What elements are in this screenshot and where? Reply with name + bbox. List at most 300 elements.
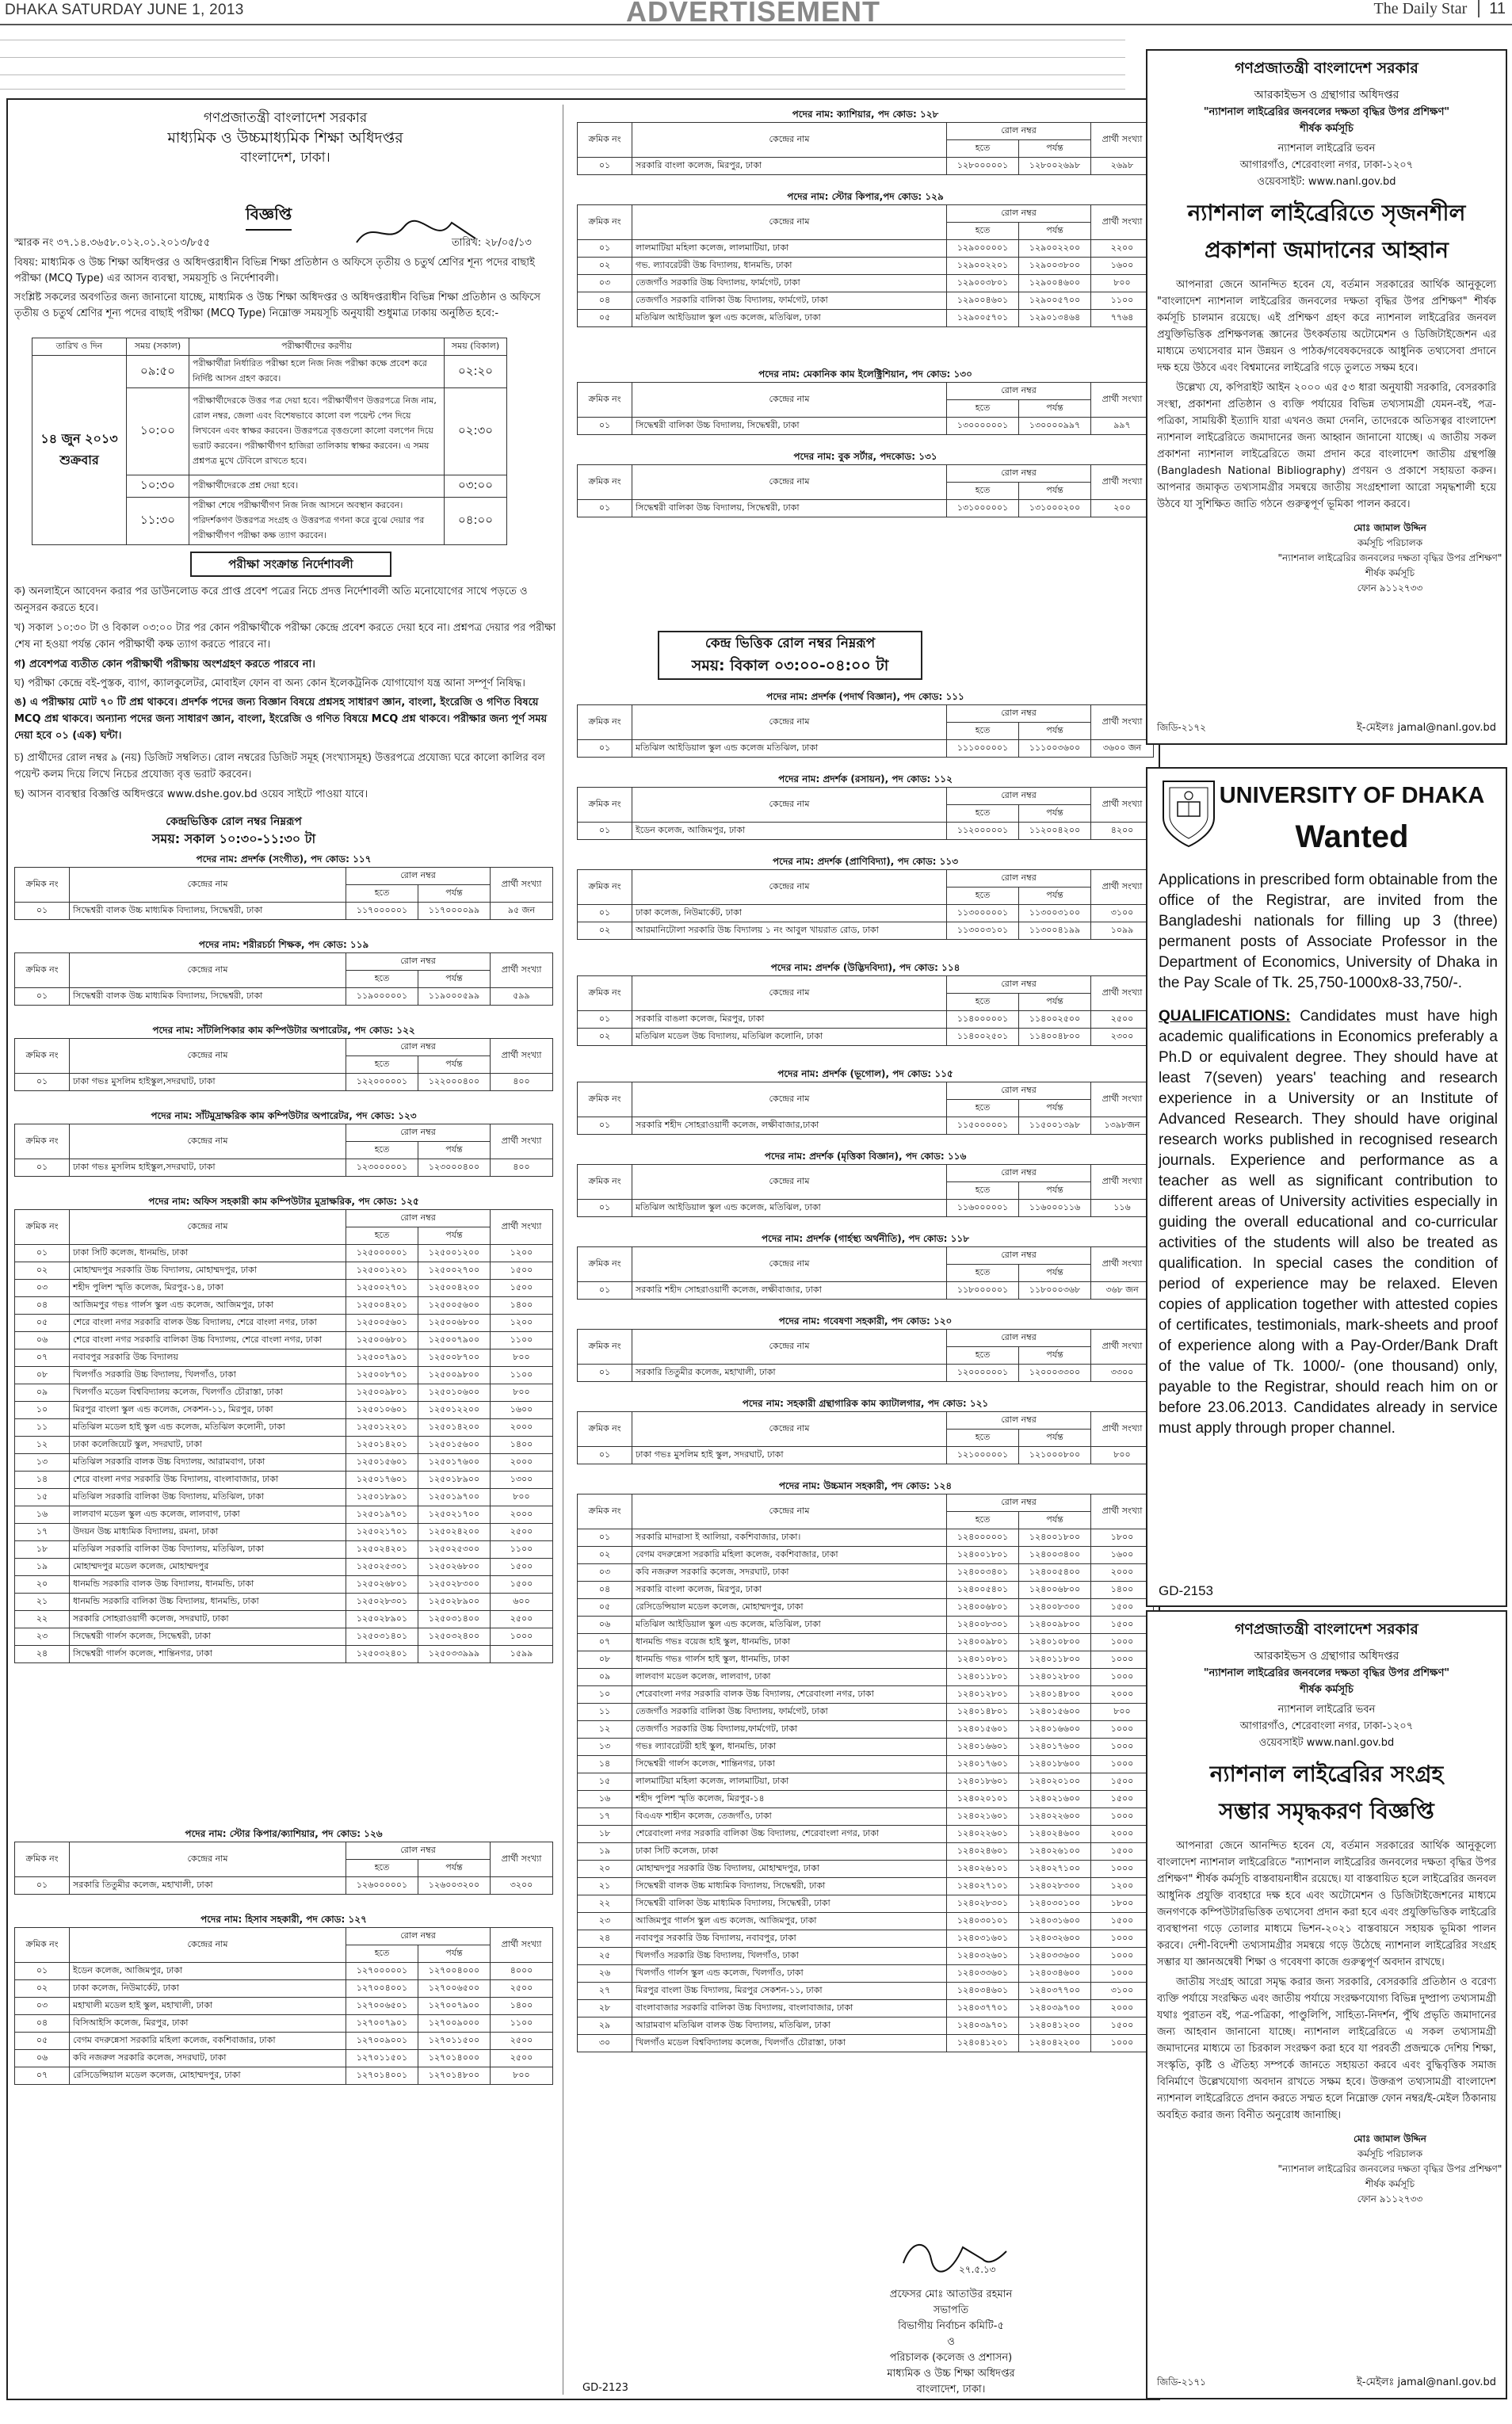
center-name-cell: কবি নজরুল সরকারি কলেজ, সদরঘাট, ঢাকা bbox=[632, 1564, 947, 1582]
roll-subheader: পর্যন্ত bbox=[1019, 140, 1091, 158]
col-header: রোল নম্বর bbox=[947, 1494, 1091, 1512]
roll-to-cell: ১১৮০০০৩৬৮ bbox=[1019, 1282, 1091, 1300]
col-header: প্রার্থী সংখ্যা bbox=[1091, 705, 1154, 740]
roll-table bbox=[577, 787, 1154, 840]
roll-subheader: হতে bbox=[346, 1142, 418, 1159]
col-header: ক্রমিক নং bbox=[578, 705, 632, 740]
candidate-count-cell: ১০০০ bbox=[491, 1628, 553, 1646]
table-row bbox=[15, 1245, 553, 1262]
gd-number: জিডি-২১৭১ bbox=[1157, 2376, 1206, 2388]
instruction-item: ক) অনলাইনে আবেদন করার পর ডাউনলোড করে প্রাপ্ত প্রবেশ পত্রের নিচে প্রদত্ত নির্দেশাবলী অতি মনোযোগের সাথে পড়তে ও অনুসরন করতে হবে। bbox=[14, 586, 528, 614]
candidate-count-cell: ২৫০০ bbox=[491, 1980, 553, 1998]
table-row bbox=[15, 1297, 553, 1315]
center-name-cell: আরামবাগ মতিঝিল বালক উচ্চ বিদ্যালয়, মতিঝিল, ঢাকা bbox=[632, 2017, 947, 2035]
center-name-cell: ধানমন্ডি গভঃ গার্লস হাই স্কুল, ধানমন্ডি, ঢাকা bbox=[632, 1651, 947, 1669]
col-header: ক্রমিক নং bbox=[15, 953, 70, 988]
col-header: কেন্দ্রের নাম bbox=[70, 1124, 346, 1159]
col-header: কেন্দ্রের নাম bbox=[632, 1165, 947, 1200]
center-name-cell: খিলগাঁও মডেল বিশ্ববিদ্যালয় কলেজ, খিলগাঁও চৌরাস্তা, ঢাকা bbox=[632, 2035, 947, 2052]
table-row bbox=[578, 1843, 1154, 1861]
roll-to-cell: ১২৫০১০৬০০ bbox=[418, 1384, 491, 1402]
col-header: প্রার্থী সংখ্যা bbox=[491, 1124, 553, 1159]
signature-block bbox=[824, 2287, 1078, 2398]
serial-cell: ০৫ bbox=[15, 1315, 70, 1332]
table-row bbox=[578, 740, 1154, 758]
candidate-count-cell: ১০০০ bbox=[1091, 1948, 1154, 1965]
roll-from-cell: ১২৫০২৮৩০১ bbox=[346, 1594, 418, 1611]
roll-to-cell: ১২৪০১৬৬০০ bbox=[1019, 1721, 1091, 1739]
roll-table bbox=[577, 869, 1154, 940]
serial-cell: ০১ bbox=[578, 1200, 632, 1217]
dept-title: মাধ্যমিক ও উচ্চমাধ্যমিক শিক্ষা অধিদপ্তর bbox=[167, 129, 403, 147]
roll-subheader: পর্যন্ত bbox=[1019, 1100, 1091, 1117]
roll-to-cell: ১২৭০১১৫০০ bbox=[418, 2033, 491, 2050]
roll-from-cell: ১২৫০০০০০১ bbox=[346, 1245, 418, 1262]
post-title: পদের নাম: স্টোর কিপার,পদ কোড: ১২৯ bbox=[787, 191, 944, 202]
roll-subheader: পর্যন্ত bbox=[418, 971, 491, 988]
morning-box-time: সময়: সকাল ১০:৩০-১১:৩০ টা bbox=[151, 831, 316, 846]
signatory-name: মোঃ জামাল উদ্দিন bbox=[1354, 2133, 1426, 2144]
serial-cell: ২৮ bbox=[578, 2000, 632, 2017]
table-row bbox=[15, 2033, 553, 2050]
post-title: পদের নাম: অফিস সহকারী কাম কম্পিউটার মুদ্রাক্ষরিক, পদ কোড: ১২৫ bbox=[148, 1196, 419, 1207]
instruction-cell: পরীক্ষার্থীদেরকে প্রশ্ন দেয়া হবে। bbox=[189, 475, 445, 498]
roll-subheader: হতে bbox=[947, 1182, 1019, 1200]
roll-from-cell: ১২৪০২১৬০১ bbox=[947, 1808, 1019, 1826]
instruction-cell: পরীক্ষা শেষে পরীক্ষার্থীগণ নিজ নিজ আসনে অবস্থান করবেন। পরিদর্শকগণ উত্তরপত্র সংগ্রহ ও উত্তরপত্র গণনা করে বুঝে দেয়ার পর পরীক্ষার্থীগণ পরীক্ষা কক্ষ ত্যাগ করবেন। bbox=[189, 498, 445, 545]
serial-cell: ১৮ bbox=[578, 1826, 632, 1843]
roll-to-cell: ১২৪০১৮৬০০ bbox=[1019, 1756, 1091, 1773]
building: ন্যাশনাল লাইব্রেরি ভবন bbox=[1277, 143, 1376, 155]
serial-cell: ০৩ bbox=[15, 1280, 70, 1297]
intro-paragraph: Applications in prescribed form obtainable from the office of the Registrar, are invited from the Bangladeshi nationals for filling up 3 (three) permanent posts of Associate Professor in the Department of Economics, University of Dhaka in the Pay Scale of Tk. 25,750-1000x8-33,750/-. bbox=[1159, 872, 1498, 991]
table-row bbox=[15, 1980, 553, 1998]
roll-to-cell: ১২৪০১১৮০০ bbox=[1019, 1651, 1091, 1669]
table-row bbox=[15, 1332, 553, 1349]
signatory-project: "ন্যাশনাল লাইব্রেরির জনবলের দক্ষতা বৃদ্ধির উপর প্রশিক্ষণ" শীর্ষক কর্মসূচি bbox=[1277, 552, 1502, 578]
roll-subheader: হতে bbox=[947, 1347, 1019, 1365]
col-header: ক্রমিক নং bbox=[578, 383, 632, 418]
signatory-location: বাংলাদেশ, ঢাকা। bbox=[916, 2384, 986, 2395]
table-row bbox=[578, 1365, 1154, 1382]
afternoon-time: ০২:২০ bbox=[445, 356, 507, 388]
col-header: প্রার্থী সংখ্যা bbox=[1091, 383, 1154, 418]
roll-to-cell: ১২৯০০৩৮০০ bbox=[1019, 258, 1091, 275]
roll-subheader: হতে bbox=[947, 805, 1019, 823]
center-name-cell: লালমাটিয়া মহিলা কলেজ, লালমাটিয়া, ঢাকা bbox=[632, 240, 947, 258]
col-header: প্রার্থী সংখ্যা bbox=[1091, 465, 1154, 500]
serial-cell: ০১ bbox=[15, 1159, 70, 1177]
serial-cell: ১৩ bbox=[578, 1739, 632, 1756]
serial-cell: ০১ bbox=[578, 1011, 632, 1029]
serial-cell: ০১ bbox=[578, 905, 632, 922]
center-name-cell: ধানমন্ডি সরকারি বালিকা উচ্চ বিদ্যালয়, ধানমন্ডি, ঢাকা bbox=[70, 1594, 346, 1611]
col-header: কেন্দ্রের নাম bbox=[632, 1082, 947, 1117]
roll-subheader: হতে bbox=[346, 1945, 418, 1963]
col-header: ক্রমিক নং bbox=[578, 205, 632, 240]
website[interactable]: ওয়েবসাইট www.nanl.gov.bd bbox=[1258, 1737, 1395, 1749]
roll-from-cell: ১২৪০২৬১০১ bbox=[947, 1861, 1019, 1878]
post-title: পদের নাম: গবেষণা সহকারী, পদ কোড: ১২০ bbox=[778, 1315, 953, 1327]
table-row bbox=[15, 988, 553, 1006]
candidate-count-cell: ২২০০ bbox=[1091, 240, 1154, 258]
table-row bbox=[15, 1074, 553, 1091]
table-row bbox=[578, 1686, 1154, 1704]
serial-cell: ১২ bbox=[15, 1437, 70, 1454]
roll-subheader: পর্যন্ত bbox=[1019, 805, 1091, 823]
roll-to-cell: ১২৫০২১৭০০ bbox=[418, 1506, 491, 1524]
center-name-cell: সরকারি বাংলা কলেজ, মিরপুর, ঢাকা bbox=[632, 1582, 947, 1599]
memo-number: স্মারক নং ৩৭.১৪.৩৬৫৮.০১২.০১.২০১৩/৮৫৫ bbox=[14, 237, 211, 249]
roll-to-cell: ১২৪০০৫৪০০ bbox=[1019, 1564, 1091, 1582]
address: আগারগাঁও, শেরেবাংলা নগর, ঢাকা-১২০৭ bbox=[1239, 1720, 1414, 1732]
post-title: পদের নাম: শরীরচর্চা শিক্ষক, পদ কোড: ১১৯ bbox=[198, 939, 369, 950]
roll-from-cell: ১২৪০১০৮০১ bbox=[947, 1651, 1019, 1669]
center-name-cell: তেজগাঁও সরকারি উচ্চ বিদ্যালয়,ফার্মগেট, ঢাকা bbox=[632, 1721, 947, 1739]
roll-from-cell: ১২৫০১৪২০১ bbox=[346, 1437, 418, 1454]
roll-subheader: পর্যন্ত bbox=[1019, 1347, 1091, 1365]
candidate-count-cell: ৩১০০ bbox=[1091, 905, 1154, 922]
roll-to-cell: ১২৪০২০১০০ bbox=[1019, 1773, 1091, 1791]
serial-cell: ০১ bbox=[578, 740, 632, 758]
roll-from-cell: ১২৪০৩৪৬০১ bbox=[947, 1983, 1019, 2000]
candidate-count-cell: ৬০০ bbox=[491, 1594, 553, 1611]
roll-subheader: হতে bbox=[346, 885, 418, 903]
serial-cell: ০২ bbox=[578, 1547, 632, 1564]
roll-from-cell: ১২৯০০০০০১ bbox=[947, 240, 1019, 258]
candidate-count-cell: ১৫০০ bbox=[491, 1262, 553, 1280]
roll-subheader: হতে bbox=[947, 888, 1019, 905]
table-row bbox=[15, 1472, 553, 1489]
center-name-cell: মতিঝিল আইডিয়াল স্কুল এন্ড কলেজ, মতিঝিল, ঢাকা bbox=[632, 1200, 947, 1217]
instruction-item: ঙ) এ পরীক্ষায় মোট ৭০ টি প্রশ্ন থাকবে। প্রদর্শক পদের জন্য বিজ্ঞান বিষয়ে প্রশ্নসহ সাধারণ জ্ঞান, বাংলা, ইংরেজি ও গণিত বিষয়ে MCQ প্রশ্ন থাকবে। অন্যান্য পদের জন্য সাধারণ জ্ঞান, বাংলা, ইংরেজি ও গণিত বিষয়ে MCQ প্রশ্ন থাকবে। পরীক্ষার জন্য পূর্ণ সময় দেয়া হবে ০১ (এক) ঘন্টা। bbox=[14, 697, 548, 742]
post-title: পদের নাম: প্রদর্শক (মৃত্তিকা বিজ্ঞান), পদ কোড: ১১৬ bbox=[764, 1151, 967, 1162]
candidate-count-cell: ২৫০০ bbox=[1091, 1011, 1154, 1029]
website[interactable]: ওয়েবসাইট: www.nanl.gov.bd bbox=[1257, 176, 1396, 188]
serial-cell: ০১ bbox=[578, 1117, 632, 1135]
serial-cell: ০১ bbox=[15, 1877, 70, 1895]
roll-table bbox=[14, 952, 553, 1006]
col-header: প্রার্থী সংখ্যা bbox=[491, 953, 553, 988]
roll-subheader: হতে bbox=[346, 1860, 418, 1877]
table-row bbox=[578, 1739, 1154, 1756]
roll-from-cell: ১২৪০৩৯৭০১ bbox=[947, 2017, 1019, 2035]
roll-to-cell: ১৩১০০০২০০ bbox=[1019, 500, 1091, 517]
col-header: কেন্দ্রের নাম bbox=[632, 1412, 947, 1447]
roll-subheader: হতে bbox=[947, 994, 1019, 1011]
col-header: রোল নম্বর bbox=[947, 976, 1091, 994]
candidate-count-cell: ২৬৯৮ bbox=[1091, 158, 1154, 175]
candidate-count-cell: ১০০০ bbox=[1091, 1808, 1154, 1826]
center-name-cell: সিদ্ধেশ্বরী গার্লস কলেজ, শান্তিনগর, ঢাকা bbox=[632, 1756, 947, 1773]
roll-subheader: পর্যন্ত bbox=[1019, 400, 1091, 418]
serial-cell: ০৪ bbox=[15, 2015, 70, 2033]
serial-cell: ০৮ bbox=[578, 1651, 632, 1669]
table-row bbox=[578, 1895, 1154, 1913]
roll-from-cell: ১১৬০০০০০১ bbox=[947, 1200, 1019, 1217]
roll-from-cell: ১২৪০১২৮০১ bbox=[947, 1686, 1019, 1704]
table-row bbox=[578, 1861, 1154, 1878]
roll-from-cell: ১১৩০০০০০১ bbox=[947, 905, 1019, 922]
roll-to-cell: ১২৫০৩১৪০০ bbox=[418, 1611, 491, 1628]
col-header: কেন্দ্রের নাম bbox=[632, 788, 947, 823]
table-row bbox=[578, 1617, 1154, 1634]
serial-cell: ২২ bbox=[15, 1611, 70, 1628]
roll-from-cell: ১২৪০০৬৮০১ bbox=[947, 1599, 1019, 1617]
roll-table bbox=[577, 1246, 1154, 1300]
signatory-name: প্রফেসর মোঃ আতাউর রহমান bbox=[889, 2288, 1013, 2300]
project-line-2: শীর্ষক কর্মসূচি bbox=[1300, 123, 1354, 135]
col-header: রোল নম্বর bbox=[346, 1039, 491, 1056]
candidate-count-cell: ১০০০ bbox=[1091, 1861, 1154, 1878]
roll-table bbox=[14, 867, 553, 920]
center-name-cell: সরকারি তিতুমীর কলেজ, মহাখালী, ঢাকা bbox=[70, 1877, 346, 1895]
candidate-count-cell: ২০০০ bbox=[491, 1419, 553, 1437]
center-name-cell: শেরেবাংলা নগর সরকারি বালিকা উচ্চ বিদ্যালয়, শেরেবাংলা নগর, ঢাকা bbox=[632, 1826, 947, 1843]
roll-to-cell: ১২৪০২৬১০০ bbox=[1019, 1843, 1091, 1861]
candidate-count-cell: ২০০ bbox=[1091, 500, 1154, 517]
signatory-phone: ফোন ৯১১২৭৩৩ bbox=[1357, 582, 1423, 594]
table-row bbox=[15, 1594, 553, 1611]
roll-from-cell: ১১২০০০০০১ bbox=[947, 823, 1019, 840]
table-row bbox=[15, 1437, 553, 1454]
serial-cell: ০৩ bbox=[578, 275, 632, 292]
candidate-count-cell: ২০০০ bbox=[491, 1454, 553, 1472]
roll-to-cell: ১২০০০৩৩০০ bbox=[1019, 1365, 1091, 1382]
table-row bbox=[578, 1913, 1154, 1930]
roll-from-cell: ১১৭০০০০০১ bbox=[346, 903, 418, 920]
roll-to-cell: ১২৪০২১৬০০ bbox=[1019, 1791, 1091, 1808]
table-row bbox=[578, 1878, 1154, 1895]
wanted-heading: Wanted bbox=[1295, 819, 1409, 854]
section-title: ADVERTISEMENT bbox=[626, 0, 881, 28]
roll-subheader: পর্যন্ত bbox=[418, 1142, 491, 1159]
table-row bbox=[578, 1669, 1154, 1686]
roll-from-cell: ১২৪০০১৮০১ bbox=[947, 1547, 1019, 1564]
table-row bbox=[578, 1529, 1154, 1547]
roll-from-cell: ১২৫০০৬৮০১ bbox=[346, 1332, 418, 1349]
nanl-publication-ad bbox=[1146, 49, 1507, 745]
col-header: রোল নম্বর bbox=[346, 953, 491, 971]
roll-to-cell: ১২৫০১৫৬০০ bbox=[418, 1437, 491, 1454]
col-header: কেন্দ্রের নাম bbox=[70, 1928, 346, 1963]
table-row bbox=[15, 1524, 553, 1541]
roll-subheader: পর্যন্ত bbox=[1019, 1430, 1091, 1447]
col-header: রোল নম্বর bbox=[947, 1165, 1091, 1182]
instruction-cell: পরীক্ষার্থীদেরকে উত্তর পত্র দেয়া হবে। পরীক্ষার্থীগণ উত্তরপত্রে নিজ নাম, রোল নম্বর, জেলা এবং বিশেষভাবে কালো বল পয়েন্ট পেন দিয়ে লিখবেন এবং স্বাক্ষর করবেন। উত্তরপত্রে বৃত্তগুলো কালো বলপেন দিয়ে ভরাট করবেন। পরীক্ষার্থীগণ হাজিরা তালিকায় স্বাক্ষর করবেন। এ সময় প্রশ্নপত্র মুখে টেবিলে রাখতে হবে। bbox=[189, 388, 445, 475]
roll-to-cell: ১২৫০২৬৮০০ bbox=[418, 1559, 491, 1576]
roll-from-cell: ১২৭০০৪০০১ bbox=[346, 1980, 418, 1998]
col-header: প্রার্থী সংখ্যা bbox=[1091, 1494, 1154, 1529]
schedule-table bbox=[32, 338, 507, 545]
roll-from-cell: ১২৯০০২২০১ bbox=[947, 258, 1019, 275]
center-name-cell: মতিঝিল সরকারি বালিকা উচ্চ বিদ্যালয়, মতিঝিল, ঢাকা bbox=[70, 1489, 346, 1506]
roll-to-cell: ১২৪০৩২৬০০ bbox=[1019, 1930, 1091, 1948]
center-name-cell: বেগম বদরুন্নেসা সরকারি মহিলা কলেজ, বকশিবাজার, ঢাকা bbox=[70, 2033, 346, 2050]
gov-title: গণপ্রজাতন্ত্রী বাংলাদেশ সরকার bbox=[203, 110, 368, 126]
email[interactable]: ই-মেইলঃ jamal@nanl.gov.bd bbox=[1357, 2376, 1496, 2388]
roll-from-cell: ১২৪০৩৭৭০১ bbox=[947, 2000, 1019, 2017]
center-name-cell: লালমাটিয়া মহিলা কলেজ, লালমাটিয়া, ঢাকা bbox=[632, 1773, 947, 1791]
center-name-cell: খিলগাঁও সরকারি উচ্চ বিদ্যালয়, খিলগাঁও, ঢাকা bbox=[70, 1367, 346, 1384]
candidate-count-cell: ২৩০০ bbox=[1091, 1029, 1154, 1046]
col-header: রোল নম্বর bbox=[947, 1247, 1091, 1265]
table-row bbox=[578, 922, 1154, 940]
roll-from-cell: ১১৯০০০০০১ bbox=[346, 988, 418, 1006]
candidate-count-cell: ১৫০০ bbox=[1091, 2017, 1154, 2035]
serial-cell: ০৯ bbox=[15, 1384, 70, 1402]
candidate-count-cell: ১৪০০ bbox=[1091, 1582, 1154, 1599]
center-name-cell: ইডেন কলেজ, আজিমপুর, ঢাকা bbox=[632, 823, 947, 840]
center-name-cell: মতিঝিল মডেল হাই স্কুল এন্ড কলেজ, মতিঝিল কলোনী, ঢাকা bbox=[70, 1419, 346, 1437]
candidate-count-cell: ১০৯৯ bbox=[1091, 922, 1154, 940]
table-row bbox=[15, 1419, 553, 1437]
candidate-count-cell: ১৫০০ bbox=[1091, 1599, 1154, 1617]
roll-subheader: হতে bbox=[947, 1430, 1019, 1447]
roll-from-cell: ১২২০০০০০১ bbox=[346, 1074, 418, 1091]
table-row bbox=[578, 1447, 1154, 1464]
roll-from-cell: ১২৪০০৩৪০১ bbox=[947, 1564, 1019, 1582]
signatory-dept: মাধ্যমিক ও উচ্চ শিক্ষা অধিদপ্তর bbox=[887, 2368, 1015, 2380]
col-header: সময় (বিকাল) bbox=[445, 338, 507, 356]
roll-subheader: হতে bbox=[947, 140, 1019, 158]
roll-to-cell: ১১৩০০৪১৯৯ bbox=[1019, 922, 1091, 940]
center-name-cell: সরকারি তিতুমীর কলেজ, মহাখালী, ঢাকা bbox=[632, 1365, 947, 1382]
afternoon-time: ০৩:০০ bbox=[445, 475, 507, 498]
table-row bbox=[578, 500, 1154, 517]
roll-table bbox=[577, 1411, 1154, 1464]
serial-cell: ০২ bbox=[578, 1029, 632, 1046]
candidate-count-cell: ১০০০ bbox=[1091, 1651, 1154, 1669]
candidate-count-cell: ৩৩০০ bbox=[1091, 1365, 1154, 1382]
roll-from-cell: ১২৪০২৭১০১ bbox=[947, 1878, 1019, 1895]
col-header: কেন্দ্রের নাম bbox=[632, 383, 947, 418]
morning-time: ১০:৩০ bbox=[127, 475, 189, 498]
roll-from-cell: ১২৬০০০০০১ bbox=[346, 1877, 418, 1895]
center-name-cell: নবাবপুর সরকারি উচ্চ বিদ্যালয়, নবাবপুর, ঢাকা bbox=[632, 1930, 947, 1948]
roll-from-cell: ১২৫০০৭৯০১ bbox=[346, 1349, 418, 1367]
serial-cell: ০৫ bbox=[15, 2033, 70, 2050]
director-signature bbox=[895, 2231, 1014, 2279]
roll-to-cell: ১২৪০১৫৬০০ bbox=[1019, 1704, 1091, 1721]
body-paragraph: আপনারা জেনে আনন্দিত হবেন যে, বর্তমান সরকারের আর্থিক আনুকূল্যে বাংলাদেশ ন্যাশনাল লাইব্রেরিতে "ন্যাশনাল লাইব্রেরির জনবলের দক্ষতা বৃদ্ধির উপর প্রশিক্ষণ" শীর্ষক কর্মসূচি বাস্তবায়নাধীন রয়েছে। যা বাস্তবায়িত হলে লাইব্রেরির জনবল আধুনিক প্রযুক্তি ব্যবহারে দক্ষ হবে এবং অটোমেশন ও ডিজিটাইজেশনের মাধ্যমে জনগণকে কম্পিউটারভিত্তিক তথ্যসেবা প্রদান করা হবে এবং প্রযুক্তিভিত্তিক লাইব্রেরি ব্যবস্থাপনা গড়ে তোলার মাধ্যমে ভিশন-২০২১ বাস্তবায়নে সহায়ক ভূমিকা পালন করবে। দেশী-বিদেশী তথ্যসামগ্রীর সমন্বয়ে গড়ে উঠেছে ন্যাশনাল লাইব্রেরির সংগ্রহ সম্ভার যা জ্ঞানঅন্বেষী শিক্ষা ও গবেষণা কাজে গুরুত্বপূর্ণ অবদান রাখছে। bbox=[1157, 1840, 1496, 1968]
col-header: ক্রমিক নং bbox=[15, 1928, 70, 1963]
serial-cell: ০১ bbox=[578, 1282, 632, 1300]
serial-cell: ০৪ bbox=[578, 1582, 632, 1599]
serial-cell: ২০ bbox=[15, 1576, 70, 1594]
serial-cell: ১১ bbox=[578, 1704, 632, 1721]
col-header: কেন্দ্রের নাম bbox=[632, 1247, 947, 1282]
morning-time: ০৯:৫০ bbox=[127, 356, 189, 388]
col-header: প্রার্থী সংখ্যা bbox=[1091, 976, 1154, 1011]
col-header: প্রার্থী সংখ্যা bbox=[491, 1210, 553, 1245]
roll-to-cell: ১২৫০০৬৮০০ bbox=[418, 1315, 491, 1332]
roll-from-cell: ১২৫০০২৭০১ bbox=[346, 1280, 418, 1297]
table-row bbox=[578, 1651, 1154, 1669]
table-row bbox=[578, 1011, 1154, 1029]
serial-cell: ১৪ bbox=[578, 1756, 632, 1773]
table-row bbox=[15, 1611, 553, 1628]
col-header: রোল নম্বর bbox=[947, 205, 1091, 223]
roll-table bbox=[14, 1842, 553, 1895]
roll-from-cell: ১২৭০০৯০০১ bbox=[346, 2033, 418, 2050]
roll-from-cell: ১১৪০০০০০১ bbox=[947, 1011, 1019, 1029]
post-title: পদের নাম: প্রদর্শক (ভূগোল), পদ কোড: ১১৫ bbox=[777, 1068, 953, 1079]
center-name-cell: আজিমপুর গার্লস স্কুল এন্ড কলেজ, আজিমপুর, ঢাকা bbox=[632, 1913, 947, 1930]
table-row bbox=[15, 1963, 553, 1980]
center-name-cell: সিদ্ধেশ্বরী গার্লস কলেজ, শান্তিনগর, ঢাকা bbox=[70, 1646, 346, 1663]
roll-from-cell: ১২৪০১৫৬০১ bbox=[947, 1721, 1019, 1739]
center-name-cell: শেরে বাংলা নগর সরকারি উচ্চ বিদ্যালয়, বাংলাবাজার, ঢাকা bbox=[70, 1472, 346, 1489]
roll-to-cell: ১২৪০১৪৮০০ bbox=[1019, 1686, 1091, 1704]
headline: প্রকাশনা জমাদানের আহ্বান bbox=[1204, 237, 1449, 263]
signatory-project: "ন্যাশনাল লাইব্রেরির জনবলের দক্ষতা বৃদ্ধির উপর প্রশিক্ষণ" শীর্ষক কর্মসূচি bbox=[1277, 2163, 1502, 2189]
roll-from-cell: ১২৯০০৫৭০১ bbox=[947, 310, 1019, 327]
roll-from-cell: ১২৫০৩২৪০১ bbox=[346, 1646, 418, 1663]
roll-from-cell: ১২৪০০৯৮০১ bbox=[947, 1634, 1019, 1651]
roll-to-cell: ১১৪০০৪৮০০ bbox=[1019, 1029, 1091, 1046]
serial-cell: ০৫ bbox=[578, 1599, 632, 1617]
col-header: রোল নম্বর bbox=[947, 1412, 1091, 1430]
center-name-cell: গভ. ল্যাবরেটরী উচ্চ বিদ্যালয়, ধানমন্ডি, ঢাকা bbox=[632, 258, 947, 275]
candidate-count-cell: ১৫০০ bbox=[1091, 1617, 1154, 1634]
table-row bbox=[15, 1489, 553, 1506]
dept-line: আরকাইভস ও গ্রন্থাগার অধিদপ্তর bbox=[1254, 89, 1399, 101]
roll-subheader: পর্যন্ত bbox=[418, 1945, 491, 1963]
col-header: ক্রমিক নং bbox=[15, 868, 70, 903]
candidate-count-cell: ১৪০০ bbox=[491, 1297, 553, 1315]
serial-cell: ২৭ bbox=[578, 1983, 632, 2000]
col-header: কেন্দ্রের নাম bbox=[632, 1330, 947, 1365]
body-paragraph: উল্লেখ্য যে, কপিরাইট আইন ২০০০ এর ৫৩ ধারা অনুযায়ী সরকারি, বেসরকারি সংস্থা, প্রকাশনা প্রতিষ্ঠান ও ব্যক্তি পর্যায়ের বিভিন্ন তথ্যসামগ্রী যেমন-বই, পত্র-পত্রিকা, সাময়িকী ইত্যাদি যারা এখনও জমা দেননি, তাদেরকে অতিসত্বর বাংলাদেশ ন্যাশনাল লাইব্রেরিতে জমাদানের জন্য আহ্বান জানানো যাচ্ছে। এ জাতীয় সকল প্রকাশনা ন্যাশনাল লাইব্রেরিতে জমা প্রদান করে বাংলাদেশ জাতীয় গ্রন্থপঞ্জি (Bangladesh National Bibliography) প্রণয়ন ও প্রকাশে সহায়তা করুন। আপনার জমাকৃত তথ্যসামগ্রীর সমন্বয়ে জাতীয় সংগ্রহশালা আরো সমৃদ্ধশালী হয়ে উঠবে যা সুশিক্ষিত জাতি গঠনে গুরুত্বপূর্ণ ভূমিকা পালন করবে। bbox=[1157, 382, 1496, 510]
serial-cell: ১৭ bbox=[578, 1808, 632, 1826]
serial-cell: ২৩ bbox=[15, 1628, 70, 1646]
center-name-cell: কবি নজরুল সরকারি কলেজ, সদরঘাট, ঢাকা bbox=[70, 2050, 346, 2067]
candidate-count-cell: ৩১০০ bbox=[1091, 1983, 1154, 2000]
roll-to-cell: ১২৭০০৪০০০ bbox=[418, 1963, 491, 1980]
roll-from-cell: ১২৪০১৪৮০১ bbox=[947, 1704, 1019, 1721]
table-row bbox=[15, 1646, 553, 1663]
serial-cell: ০৬ bbox=[15, 2050, 70, 2067]
roll-from-cell: ১২৪০০৮৩০১ bbox=[947, 1617, 1019, 1634]
table-row bbox=[15, 903, 553, 920]
table-row bbox=[15, 1506, 553, 1524]
candidate-count-cell: ১৩৯৮জন bbox=[1091, 1117, 1154, 1135]
center-name-cell: মতিঝিল মডেল উচ্চ বিদ্যালয়, মতিঝিল কলোনি, ঢাকা bbox=[632, 1029, 947, 1046]
building: ন্যাশনাল লাইব্রেরি ভবন bbox=[1277, 1704, 1376, 1716]
roll-from-cell: ১২৫০২৬৮০১ bbox=[346, 1576, 418, 1594]
table-row bbox=[578, 1634, 1154, 1651]
candidate-count-cell: ১০০০ bbox=[1091, 1634, 1154, 1651]
paper-nameplate bbox=[1373, 0, 1506, 18]
post-title: পদের নাম: প্রদর্শক (সংগীত), পদ কোড: ১১৭ bbox=[196, 853, 372, 865]
table-row bbox=[15, 1280, 553, 1297]
email[interactable]: ই-মেইলঃ jamal@nanl.gov.bd bbox=[1357, 722, 1496, 734]
candidate-count-cell: ৮০০ bbox=[491, 1349, 553, 1367]
instruction-item: চ) প্রার্থীদের রোল নম্বর ৯ (নয়) ডিজিট সম্বলিত। রোল নম্বরের ডিজিট সমূহ (সংখ্যাসমূহ) উত্তরপত্রে প্রযোজ্য ঘরে কালো কালির বল পয়েন্ট কলম দিয়ে লিখে নিচের প্রযোজ্য বৃত্ত ভরাট করবেন। bbox=[14, 752, 545, 781]
headline: সম্ভার সমৃদ্ধকরণ বিজ্ঞপ্তি bbox=[1219, 1798, 1434, 1824]
center-name-cell: সরকারি শহীদ সোহরাওয়ার্দী কলেজ, লক্ষীবাজার, ঢাকা bbox=[632, 1282, 947, 1300]
body-paragraph: জাতীয় সংগ্রহ আরো সমৃদ্ধ করার জন্য সরকারি, বেসরকারি প্রতিষ্ঠান ও বরেণ্য ব্যক্তি পর্যায়ে সংরক্ষিত এবং জাতীয় পর্যায়ে সংরক্ষণযোগ্য বিভিন্ন দুষ্প্রাপ্য তথ্যসামগ্রী যথাঃ পুরাতন বই, পত্র-পত্রিকা, পাণ্ডুলিপি, সাহিত্য-নিদর্শন, পুঁথি প্রভৃতি জমাদানের জন্য আহবান জানানো যাচ্ছে। ন্যাশনাল লাইব্রেরিতে এ সকল তথ্যসামগ্রী জমাদানের মাধ্যমে তা চিরকাল সংরক্ষণ করা হবে যা পরবর্তী প্রজন্মকে দেশিয় শিক্ষা, সংস্কৃতি, কৃষ্টি ও ঐতিহ্য সম্পর্কে জানতে সহায়তা করবে এবং বুদ্ধিবৃত্তিক সমাজ বিনির্মাণে উল্লেখযোগ্য অবদান রাখতে সক্ষম হবে। উক্তরূপ তথ্যসামগ্রী বাংলাদেশ ন্যাশনাল লাইব্রেরিতে প্রদান করতে সম্মত হলে নিম্নোক্ত ফোন নম্বর/ই-মেইল ঠিকানায় অবহিত করার জন্য বিনীত অনুরোধ জানাচ্ছি। bbox=[1157, 1976, 1496, 2121]
post-title: পদের নাম: হিসাব সহকারী, পদ কোড: ১২৭ bbox=[200, 1914, 367, 1925]
center-name-cell: তেজগাঁও সরকারি উচ্চ বিদ্যালয়, ফার্মগেট, ঢাকা bbox=[632, 275, 947, 292]
candidate-count-cell: ১৫০০ bbox=[1091, 1791, 1154, 1808]
center-name-cell: খিলগাঁও গার্লস স্কুল এন্ড কলেজ, খিলগাঁও, ঢাকা bbox=[632, 1965, 947, 1983]
center-name-cell: রেসিডেন্সিয়াল মডেল কলেজ, মোহাম্মদপুর, ঢাকা bbox=[632, 1599, 947, 1617]
serial-cell: ১১ bbox=[15, 1419, 70, 1437]
roll-to-cell: ১২৬০০৩২০০ bbox=[418, 1877, 491, 1895]
roll-to-cell: ১২৭০০৬৫০০ bbox=[418, 1980, 491, 1998]
